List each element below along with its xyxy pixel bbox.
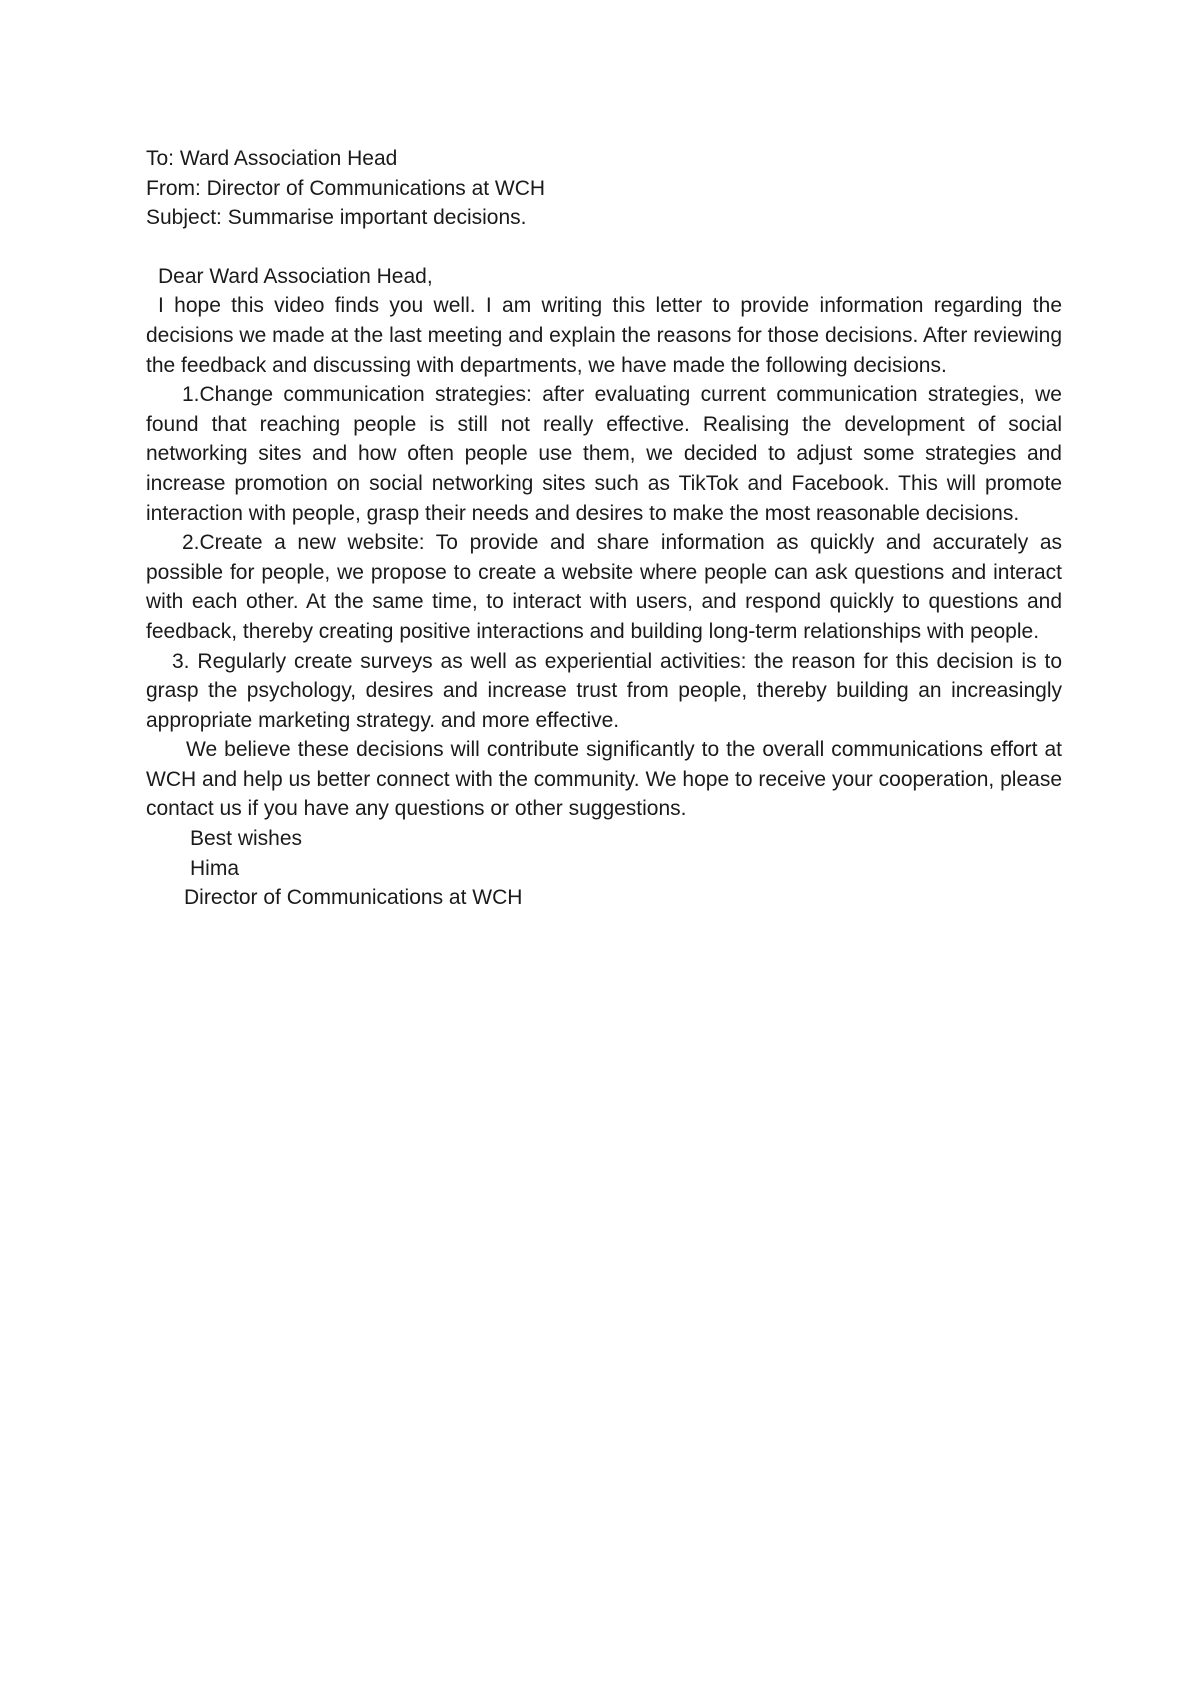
signer-title: Director of Communications at WCH bbox=[184, 886, 523, 910]
spacer bbox=[146, 233, 1062, 262]
memo-subject: Subject: Summarise important decisions. bbox=[146, 206, 527, 230]
decision-item: 2.Create a new website: To provide and share information as quickly and accurately as possible for people, we propose to create a website where people can ask questions and interact with each other. At the same time, to interact with users, and respond quickly to questions and feedback, thereby creating positive interactions and building long-term relationships with people. bbox=[146, 531, 1062, 643]
decision-item: 3. Regularly create surveys as well as experiential activities: the reason for this decision is to grasp the psychology, desires and increase trust from people, thereby building an increasingly appropriate marketing strategy. and more effective. bbox=[146, 649, 1062, 732]
sign-off: Best wishes bbox=[190, 827, 303, 851]
letter-greeting: Dear Ward Association Head, bbox=[158, 264, 433, 288]
decision-item: 1.Change communication strategies: after evaluating current communication strategies, we found that reaching people is still not really effective. Realising the development of social networking sites and how often people use them, we decided to adjust some strategies and increase promotion on social networking sites such as TikTok and Facebook. This will promote interaction with people, grasp their needs and desires to make the most reasonable decisions. bbox=[146, 383, 1062, 525]
letter-closing: We believe these decisions will contribute significantly to the overall communications effort at WCH and help us better connect with the community. We hope to receive your cooperation, please contact us if you have any questions or other suggestions. bbox=[146, 738, 1062, 821]
memo-to: To: Ward Association Head bbox=[146, 147, 398, 170]
signer-name: Hima bbox=[190, 856, 240, 880]
memo-from: From: Director of Communications at WCH bbox=[146, 176, 546, 200]
letter-intro: I hope this video finds you well. I am writing this letter to provide information regarding the decisions we made at the last meeting and explain the reasons for those decisions. After reviewing the feedback and discussing with departments, we have made the following decisions. bbox=[146, 294, 1062, 377]
letter-page bbox=[146, 144, 1062, 913]
